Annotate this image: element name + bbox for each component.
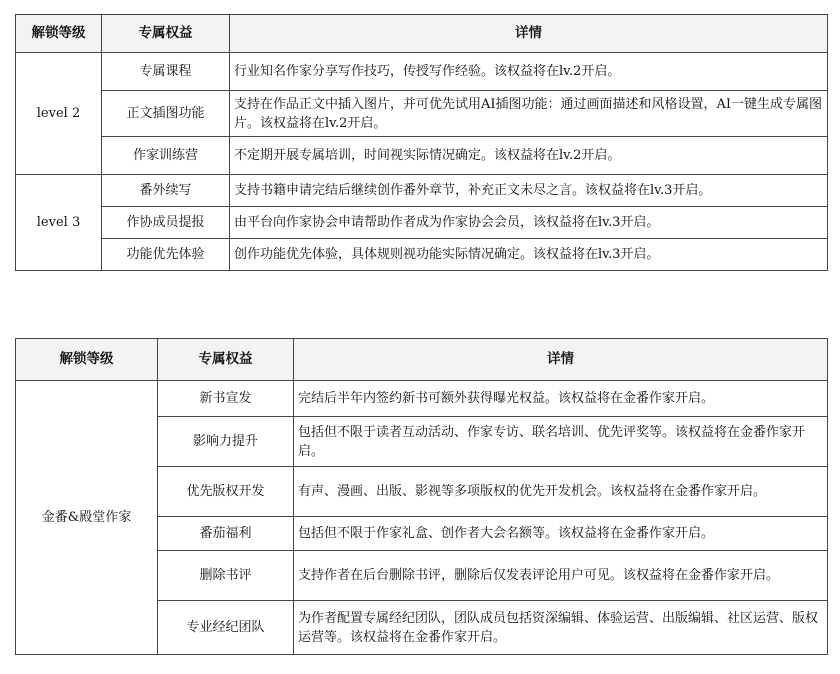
detail-cell: 支持书籍申请完结后继续创作番外章节，补充正文未尽之言。该权益将在lv.3开启。	[230, 175, 828, 207]
level-cell: level 2	[16, 53, 102, 175]
level-cell: 金番&殿堂作家	[16, 381, 158, 655]
table-row	[16, 137, 828, 175]
table-row	[16, 175, 828, 207]
detail-cell: 行业知名作家分享写作技巧，传授写作经验。该权益将在lv.2开启。	[230, 53, 828, 91]
table-header-row	[16, 339, 828, 381]
detail-cell: 创作功能优先体验，具体规则视功能实际情况确定。该权益将在lv.3开启。	[230, 239, 828, 271]
benefit-cell: 作家训练营	[102, 137, 230, 175]
table-header-row	[16, 15, 828, 53]
golden-author-benefits-table	[15, 338, 828, 655]
benefit-cell: 番茄福利	[158, 517, 294, 551]
benefit-cell: 功能优先体验	[102, 239, 230, 271]
header-detail: 详情	[294, 339, 828, 381]
level-cell: level 3	[16, 175, 102, 271]
table-row	[16, 239, 828, 271]
detail-cell: 为作者配置专属经纪团队，团队成员包括资深编辑、体验运营、出版编辑、社区运营、版权运营等。该权益将在金番作家开启。	[294, 601, 828, 655]
benefit-cell: 删除书评	[158, 551, 294, 601]
detail-cell: 支持在作品正文中插入图片，并可优先试用AI插图功能：通过画面描述和风格设置，AI一键生成专属图片。该权益将在lv.2开启。	[230, 91, 828, 137]
detail-cell: 由平台向作家协会申请帮助作者成为作家协会会员，该权益将在lv.3开启。	[230, 207, 828, 239]
header-benefit: 专属权益	[102, 15, 230, 53]
benefit-cell: 新书宣发	[158, 381, 294, 417]
benefit-cell: 优先版权开发	[158, 467, 294, 517]
benefit-cell: 专属课程	[102, 53, 230, 91]
detail-cell: 支持作者在后台删除书评，删除后仅发表评论用户可见。该权益将在金番作家开启。	[294, 551, 828, 601]
benefit-cell: 作协成员提报	[102, 207, 230, 239]
detail-cell: 包括但不限于作家礼盒、创作者大会名额等。该权益将在金番作家开启。	[294, 517, 828, 551]
header-unlock-level: 解锁等级	[16, 339, 158, 381]
benefit-cell: 番外续写	[102, 175, 230, 207]
table-row	[16, 53, 828, 91]
benefit-cell: 正文插图功能	[102, 91, 230, 137]
table-row	[16, 381, 828, 417]
detail-cell: 不定期开展专属培训，时间视实际情况确定。该权益将在lv.2开启。	[230, 137, 828, 175]
table-row	[16, 207, 828, 239]
detail-cell: 完结后半年内签约新书可额外获得曝光权益。该权益将在金番作家开启。	[294, 381, 828, 417]
header-unlock-level: 解锁等级	[16, 15, 102, 53]
table-row	[16, 91, 828, 137]
detail-cell: 包括但不限于读者互动活动、作家专访、联名培训、优先评奖等。该权益将在金番作家开启。	[294, 417, 828, 467]
benefit-cell: 影响力提升	[158, 417, 294, 467]
detail-cell: 有声、漫画、出版、影视等多项版权的优先开发机会。该权益将在金番作家开启。	[294, 467, 828, 517]
level-benefits-table	[15, 14, 828, 271]
benefit-cell: 专业经纪团队	[158, 601, 294, 655]
header-detail: 详情	[230, 15, 828, 53]
header-benefit: 专属权益	[158, 339, 294, 381]
